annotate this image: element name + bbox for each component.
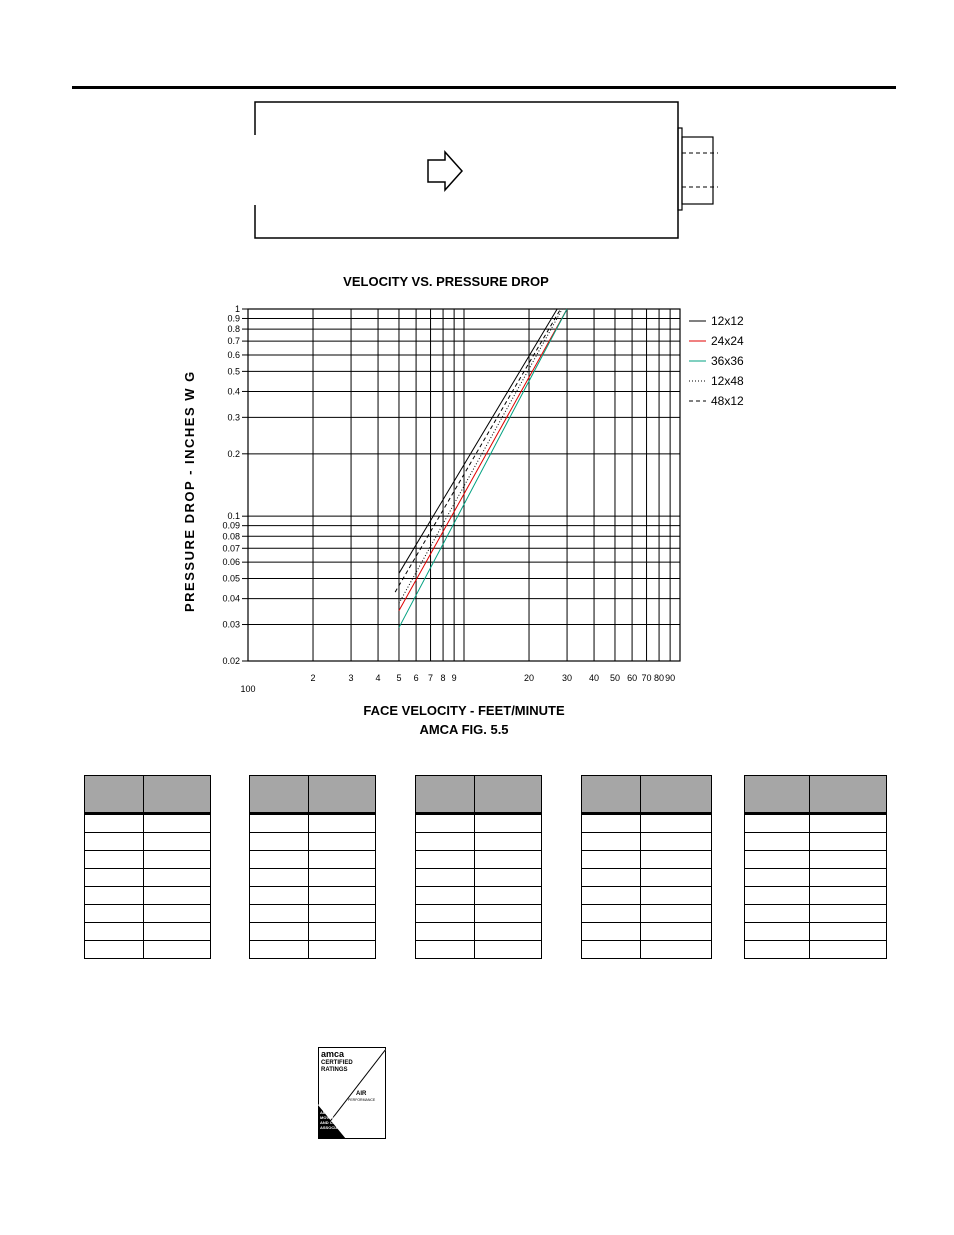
series-line-48x12 [395,309,560,592]
table-row [85,869,211,887]
legend-label-24x24: 24x24 [711,334,744,348]
table-cell [475,814,542,833]
x-tick-label: 6 [413,673,419,683]
table-cell [85,887,144,905]
table-cell [309,923,376,941]
table-cell [641,851,712,869]
table-cell [85,923,144,941]
y-tick-label: 0.08 [222,531,240,542]
table-cell [582,887,641,905]
x-tick-label: 80 [654,673,665,683]
table-cell [641,941,712,959]
table-cell [85,941,144,959]
table-header-row [416,776,542,814]
x-tick-label: 5 [396,673,402,683]
table-cell [250,851,309,869]
table-cell [416,905,475,923]
table-header-cell [250,776,309,814]
table-header-cell [745,776,810,814]
x-tick-label: 4 [375,673,381,683]
table-cell [475,941,542,959]
table-cell [144,905,211,923]
table-cell [745,814,810,833]
y-tick-label: 0.7 [227,336,240,347]
y-tick-label: 0.5 [227,366,240,377]
rating-table-3 [415,775,542,959]
table-cell [582,851,641,869]
table-cell [85,851,144,869]
legend-label-36x36: 36x36 [711,354,744,368]
table-cell [416,869,475,887]
table-header-cell [810,776,887,814]
table-cell [475,905,542,923]
x-tick-label: 100 [240,684,256,694]
table-row [250,814,376,833]
table-cell [810,814,887,833]
x-tick-label: 3 [348,673,354,683]
svg-text:PERFORMANCE: PERFORMANCE [348,1098,376,1102]
table-cell [309,941,376,959]
table-cell [416,941,475,959]
y-tick-label: 0.05 [222,573,240,584]
table-row [745,833,887,851]
table-row [250,833,376,851]
table-cell [250,833,309,851]
x-tick-label: 40 [589,673,600,683]
figure-caption: AMCA FIG. 5.5 [419,722,509,737]
table-row [745,905,887,923]
table-cell [475,833,542,851]
table-cell [810,905,887,923]
table-cell [309,905,376,923]
table-header-cell [641,776,712,814]
series-line-12x48 [399,309,562,603]
table-row [85,905,211,923]
x-axis-label: FACE VELOCITY - FEET/MINUTE [363,703,565,718]
table-header-row [250,776,376,814]
table-row [745,814,887,833]
x-tick-label: 8 [440,673,446,683]
table-row [745,851,887,869]
y-tick-label: 0.03 [222,619,240,630]
table-row [416,941,542,959]
table-cell [309,869,376,887]
table-cell [475,923,542,941]
y-tick-label: 0.4 [227,386,240,397]
table-cell [85,869,144,887]
table-cell [250,923,309,941]
y-tick-label: 0.8 [227,324,240,335]
x-tick-label: 20 [524,673,535,683]
table-cell [582,869,641,887]
table-cell [416,814,475,833]
table-row [250,851,376,869]
table-cell [144,814,211,833]
table-row [416,923,542,941]
y-axis-label: PRESSURE DROP - INCHES W G [182,370,197,612]
table-row [582,923,712,941]
table-cell [475,887,542,905]
table-row [745,869,887,887]
table-cell [144,851,211,869]
table-cell [309,833,376,851]
table-row [85,833,211,851]
table-cell [810,887,887,905]
table-cell [85,814,144,833]
table-header-cell [85,776,144,814]
table-cell [475,869,542,887]
table-cell [144,833,211,851]
table-row [85,941,211,959]
svg-text:AIR: AIR [356,1091,367,1097]
table-row [416,905,542,923]
svg-text:AIR: AIR [320,1110,327,1115]
table-cell [85,833,144,851]
rating-table-1 [84,775,211,959]
y-tick-label: 0.02 [222,656,240,666]
table-cell [416,923,475,941]
table-row [85,923,211,941]
series-line-36x36 [399,309,567,628]
table-cell [745,887,810,905]
table-cell [582,833,641,851]
y-tick-label: 0.07 [222,543,240,554]
table-row [85,814,211,833]
table-cell [250,869,309,887]
table-cell [250,814,309,833]
x-tick-label: 7 [428,673,434,683]
table-cell [475,851,542,869]
table-cell [745,905,810,923]
table-row [416,814,542,833]
x-tick-label: 90 [665,673,676,683]
x-tick-label: 9 [451,673,457,683]
amca-certified-ratings-logo [318,1047,386,1139]
table-cell [745,923,810,941]
table-header-cell [416,776,475,814]
table-row [582,887,712,905]
table-row [85,851,211,869]
x-tick-label: 70 [641,673,652,683]
y-tick-label: 0.06 [222,557,240,568]
table-cell [641,923,712,941]
table-cell [641,814,712,833]
table-cell [309,851,376,869]
table-cell [309,814,376,833]
table-cell [144,869,211,887]
table-header-cell [144,776,211,814]
table-cell [641,833,712,851]
table-row [745,887,887,905]
table-cell [810,833,887,851]
rating-table-2 [249,775,376,959]
table-row [416,833,542,851]
table-cell [810,941,887,959]
table-row [416,851,542,869]
table-cell [582,923,641,941]
chart-grid [248,309,680,661]
table-row [582,869,712,887]
chart-legend [689,314,744,408]
legend-label-12x12: 12x12 [711,314,744,328]
y-tick-label: 0.04 [222,593,240,604]
table-row [582,905,712,923]
y-tick-label: 0.1 [227,511,240,522]
table-cell [250,941,309,959]
svg-text:CERTIFIED: CERTIFIED [321,1060,353,1066]
x-tick-label: 60 [627,673,638,683]
table-cell [85,905,144,923]
table-row [250,923,376,941]
svg-text:MOVEMENT: MOVEMENT [320,1115,344,1120]
table-header-row [745,776,887,814]
table-cell [416,851,475,869]
table-cell [144,923,211,941]
table-row [582,814,712,833]
table-cell [641,887,712,905]
table-cell [416,887,475,905]
table-header-row [582,776,712,814]
x-tick-label: 2 [310,673,316,683]
table-cell [745,941,810,959]
y-tick-label: 0.9 [227,313,240,324]
table-cell [144,887,211,905]
table-row [250,941,376,959]
table-row [582,851,712,869]
table-cell [250,887,309,905]
svg-text:ASSOCIATION, INC.: ASSOCIATION, INC. [320,1125,358,1130]
table-cell [416,833,475,851]
table-cell [144,941,211,959]
table-cell [745,851,810,869]
table-cell [641,869,712,887]
chart-series [395,309,567,628]
table-cell [582,814,641,833]
table-cell [810,869,887,887]
x-tick-label: 50 [609,673,620,683]
table-header-cell [309,776,376,814]
table-header-cell [475,776,542,814]
chart-title: VELOCITY VS. PRESSURE DROP [343,274,549,289]
table-cell [745,869,810,887]
table-cell [745,833,810,851]
y-tick-label: 1 [234,304,240,314]
rating-table-4 [581,775,712,959]
x-tick-label: 30 [562,673,573,683]
table-cell [309,887,376,905]
y-tick-label: 0.2 [227,448,240,459]
table-cell [582,941,641,959]
table-cell [250,905,309,923]
table-cell [810,851,887,869]
table-row [85,887,211,905]
table-header-cell [582,776,641,814]
table-row [582,941,712,959]
table-row [416,887,542,905]
y-tick-label: 0.6 [227,349,240,360]
table-cell [810,923,887,941]
table-cell [641,905,712,923]
legend-label-12x48: 12x48 [711,374,744,388]
svg-text:AND CONTROL: AND CONTROL [320,1120,350,1125]
table-row [250,869,376,887]
chart-ticks [222,304,675,694]
table-row [416,869,542,887]
legend-label-48x12: 48x12 [711,394,744,408]
table-row [250,887,376,905]
rating-table-5 [744,775,887,959]
table-row [745,941,887,959]
y-tick-label: 0.3 [227,412,240,423]
svg-text:amca: amca [321,1049,345,1059]
svg-text:RATINGS: RATINGS [321,1067,348,1073]
table-row [250,905,376,923]
table-header-row [85,776,211,814]
table-row [745,923,887,941]
series-line-24x24 [399,309,567,611]
series-line-12x12 [399,309,557,573]
y-tick-label: 0.09 [222,520,240,531]
table-cell [582,905,641,923]
table-row [582,833,712,851]
